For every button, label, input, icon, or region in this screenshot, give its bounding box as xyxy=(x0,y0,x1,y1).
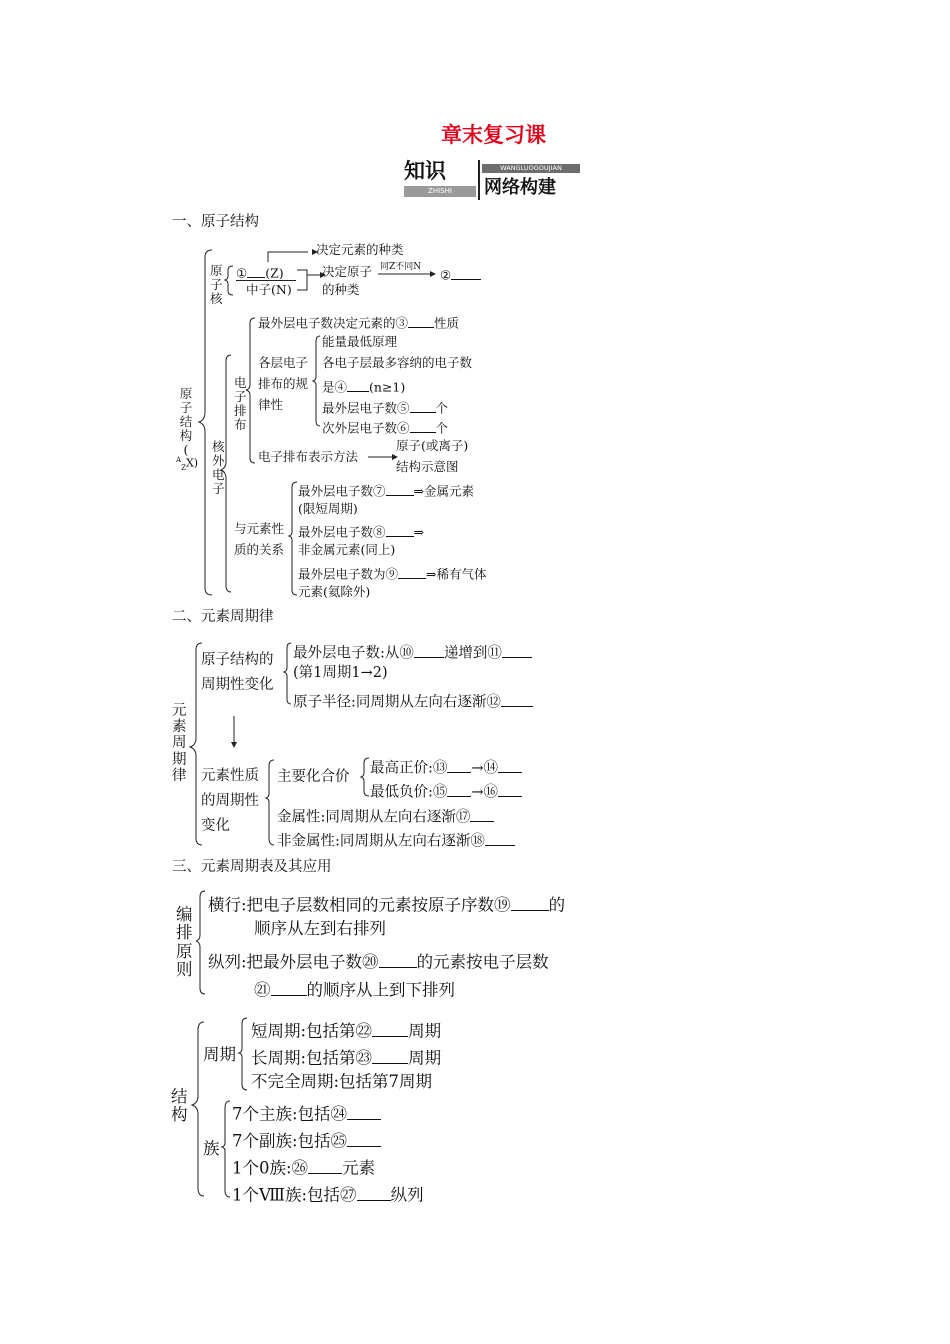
s3-c1-tail: 的元素按电子层数 xyxy=(416,952,549,972)
s2-root-brace xyxy=(190,643,202,845)
s2-a-2: 周期性变化 xyxy=(201,677,274,693)
s1-root-text: 原子结构( xyxy=(179,386,193,457)
blank-23 xyxy=(372,1046,408,1064)
section-2-heading: 二、元素周期律 xyxy=(172,609,274,625)
neutron-label: 中子(N) xyxy=(246,282,292,297)
prop-1a xyxy=(298,482,474,498)
s3-rule-label: 编排原则 xyxy=(176,905,193,980)
rule-r5 xyxy=(322,419,448,435)
prop-3a-text: 最外层电子数为⑨ xyxy=(298,566,399,582)
s2-a1-mid: 递增到⑪ xyxy=(443,645,502,662)
rule-r1: 能量最低原理 xyxy=(322,334,398,349)
s3-group-brace xyxy=(222,1101,230,1197)
s3-h1 xyxy=(208,893,565,914)
banner-right-text: 网络构建 xyxy=(484,177,556,198)
blank-8 xyxy=(386,523,414,537)
s3-g1 xyxy=(232,1102,381,1123)
page-title: 章末复习课 xyxy=(441,123,546,147)
s1-root-sub: Z xyxy=(181,463,186,472)
blank-24 xyxy=(347,1102,381,1120)
s3-g1-text: 7个主族:包括㉔ xyxy=(232,1104,348,1124)
prop-1c: (限短周期) xyxy=(298,501,358,516)
s2-val-brace xyxy=(361,758,369,796)
s2-v1-a: 最高正价:⑬ xyxy=(370,760,448,777)
prop-2a-tail: ⇒ xyxy=(413,524,424,540)
proton-suffix: (Z) xyxy=(265,265,284,281)
rule-r3-b: (n≥1) xyxy=(369,379,406,395)
line1-c: 性质 xyxy=(434,315,460,331)
s2-nonmetal xyxy=(277,830,515,849)
proton-blank xyxy=(247,264,265,278)
blank-2-number: ② xyxy=(440,267,452,283)
rule-r3 xyxy=(322,378,405,394)
relation-brace xyxy=(289,482,297,595)
s3-struct-label: 结构 xyxy=(171,1087,188,1125)
s2-v1 xyxy=(370,757,522,776)
prop-3a xyxy=(298,565,487,581)
rules-brace xyxy=(313,336,320,426)
rules-3: 律性 xyxy=(258,397,284,412)
blank-18 xyxy=(485,830,515,846)
s2-a1c: (第1周期1→2) xyxy=(293,665,388,681)
s3-period-brace xyxy=(239,1018,247,1090)
repr-label: 电子排布表示方法 xyxy=(258,449,359,464)
s1-root-end: X) xyxy=(185,456,199,470)
banner-left-text: 知识 xyxy=(404,159,446,183)
repr-r2: 结构示意图 xyxy=(396,459,459,474)
blank-2 xyxy=(451,266,481,280)
s3-g2 xyxy=(232,1129,381,1150)
blank-25 xyxy=(347,1129,381,1147)
s3-c1-text: 纵列:把最外层电子数⑳ xyxy=(208,952,379,972)
nucleus-divider xyxy=(236,280,296,281)
decide-atom-2: 的种类 xyxy=(322,282,360,297)
s2-a-1: 原子结构的 xyxy=(201,652,274,668)
blank-21 xyxy=(271,978,307,996)
section-1-heading: 一、原子结构 xyxy=(172,214,259,230)
line1 xyxy=(258,314,459,330)
s3-h1-tail: 的 xyxy=(548,895,566,915)
s2-v2 xyxy=(370,781,522,800)
s3-g3-text: 1个0族:㉖ xyxy=(232,1158,309,1178)
rel-2: 质的关系 xyxy=(234,542,285,557)
line1-a: 最外层电子数决定元素的 xyxy=(258,315,396,331)
blank-10 xyxy=(414,642,444,658)
s3-pe3: 不完全周期:包括第7周期 xyxy=(251,1072,433,1091)
s2-metal xyxy=(277,806,494,825)
blank-11 xyxy=(502,642,532,658)
s2-b-2: 的周期性 xyxy=(201,793,259,809)
s3-period-label: 周期 xyxy=(203,1045,236,1064)
rule-r2: 各电子层最多容纳的电子数 xyxy=(322,355,473,370)
proton-line xyxy=(236,264,284,280)
s3-g4-text: 1个Ⅷ族:包括㉗ xyxy=(232,1185,357,1205)
s2-val: 主要化合价 xyxy=(277,769,350,785)
s2-b-brace xyxy=(266,760,274,845)
rules-1: 各层电子 xyxy=(258,355,309,370)
s1-root-label xyxy=(176,386,199,473)
s3-g2-text: 7个副族:包括㉕ xyxy=(232,1131,348,1151)
blank-20 xyxy=(379,950,417,968)
blank-7 xyxy=(386,482,414,496)
s3-g4-tail: 纵列 xyxy=(390,1185,424,1205)
s3-pe2-text: 长周期:包括第㉓ xyxy=(251,1048,373,1068)
s3-h1-text: 横行:把电子层数相同的元素按原子序数⑲ xyxy=(208,895,511,915)
banner-left-pinyin: ZHISHI xyxy=(404,186,476,197)
arrangement-brace xyxy=(246,318,255,463)
s3-rule-brace xyxy=(196,891,205,994)
blank-13 xyxy=(447,757,471,773)
rule-r4-b: 个 xyxy=(435,400,449,416)
blank-16 xyxy=(498,781,522,797)
prop-1a-text: 最外层电子数⑦ xyxy=(298,483,386,499)
s1-root-sup: A xyxy=(176,456,182,464)
rule-r5-a: 次外层电子数⑥ xyxy=(322,420,410,436)
rule-r5-b: 个 xyxy=(435,420,449,436)
prop-3a-tail: ⇒稀有气体 xyxy=(426,566,487,582)
blank-5 xyxy=(410,399,436,413)
s2-b-3: 变化 xyxy=(201,818,230,834)
blank-6 xyxy=(410,419,436,433)
decide-element: 决定元素的种类 xyxy=(316,242,404,257)
repr-r1: 原子(或离子) xyxy=(396,438,469,453)
rules-2: 排布的规 xyxy=(258,376,309,391)
s2-metal-text: 金属性:同周期从左向右逐渐⑰ xyxy=(277,809,471,826)
s2-a1-text: 最外层电子数:从⑩ xyxy=(293,645,414,662)
banner-right-pinyin: WANGLUOGOUJIAN xyxy=(482,164,580,173)
s2-root-label: 元素周期律 xyxy=(172,703,187,784)
arrangement-label: 电子排布 xyxy=(234,375,247,432)
nucleus-label: 原子核 xyxy=(210,263,223,306)
s2-a-brace xyxy=(284,643,291,704)
blank-4 xyxy=(347,378,369,392)
s3-pe1-text: 短周期:包括第㉒ xyxy=(251,1021,373,1041)
s3-g3-tail: 元素 xyxy=(342,1158,376,1178)
s3-g4 xyxy=(232,1183,424,1204)
prop-2c: 非金属元素(同上) xyxy=(298,542,396,557)
blank-26 xyxy=(308,1156,342,1174)
s2-a2 xyxy=(293,691,533,710)
s3-pe2 xyxy=(251,1046,441,1067)
s2-v1-b: →⑭ xyxy=(471,760,499,777)
s3-group-label: 族 xyxy=(203,1139,220,1158)
section-3-heading: 三、元素周期表及其应用 xyxy=(172,859,332,875)
blank-2-line xyxy=(440,266,481,282)
s1-root-isotope xyxy=(176,456,199,473)
s3-c2-num: ㉑ xyxy=(254,980,271,1000)
prop-3c: 元素(氦除外) xyxy=(298,584,371,599)
blank-3 xyxy=(408,314,434,328)
outer-label: 核外电子 xyxy=(212,439,225,496)
s3-g3 xyxy=(232,1156,375,1177)
rule-r4 xyxy=(322,399,448,415)
s3-c2 xyxy=(254,978,455,999)
arrow-label: 同Z不同N xyxy=(380,262,422,272)
s2-a1 xyxy=(293,642,532,661)
s3-pe1 xyxy=(251,1019,441,1040)
blank-12 xyxy=(501,691,533,707)
s3-pe1-tail: 周期 xyxy=(408,1021,442,1041)
prop-2a-text: 最外层电子数⑧ xyxy=(298,524,386,540)
blank-27 xyxy=(357,1183,391,1201)
prop-2a xyxy=(298,523,424,539)
blank-9 xyxy=(398,565,426,579)
proton-prefix: ① xyxy=(236,265,248,281)
blank-19 xyxy=(511,893,549,911)
blank-14 xyxy=(498,757,522,773)
prop-1a-tail: ⇒金属元素 xyxy=(413,483,474,499)
blank-15 xyxy=(447,781,471,797)
s3-h2: 顺序从左到右排列 xyxy=(254,919,386,938)
s2-v2-b: →⑯ xyxy=(471,784,499,801)
blank-17 xyxy=(470,806,494,822)
nucleus-brace xyxy=(225,266,233,295)
s3-c2-tail: 的顺序从上到下排列 xyxy=(306,980,455,1000)
blank-22 xyxy=(372,1019,408,1037)
s3-c1 xyxy=(208,950,549,971)
rel-1: 与元素性 xyxy=(234,521,285,536)
s2-v2-a: 最低负价:⑮ xyxy=(370,784,448,801)
s2-nonmetal-text: 非金属性:同周期从左向右逐渐⑱ xyxy=(277,833,485,850)
rule-r4-a: 最外层电子数⑤ xyxy=(322,400,410,416)
rule-r3-a: 是④ xyxy=(322,379,348,395)
line1-b: ③ xyxy=(395,315,409,331)
s2-b-1: 元素性质 xyxy=(201,768,259,784)
s3-pe2-tail: 周期 xyxy=(408,1048,442,1068)
s2-a2-text: 原子半径:同周期从左向右逐渐⑫ xyxy=(293,694,501,711)
decide-atom-1: 决定原子 xyxy=(322,264,373,279)
